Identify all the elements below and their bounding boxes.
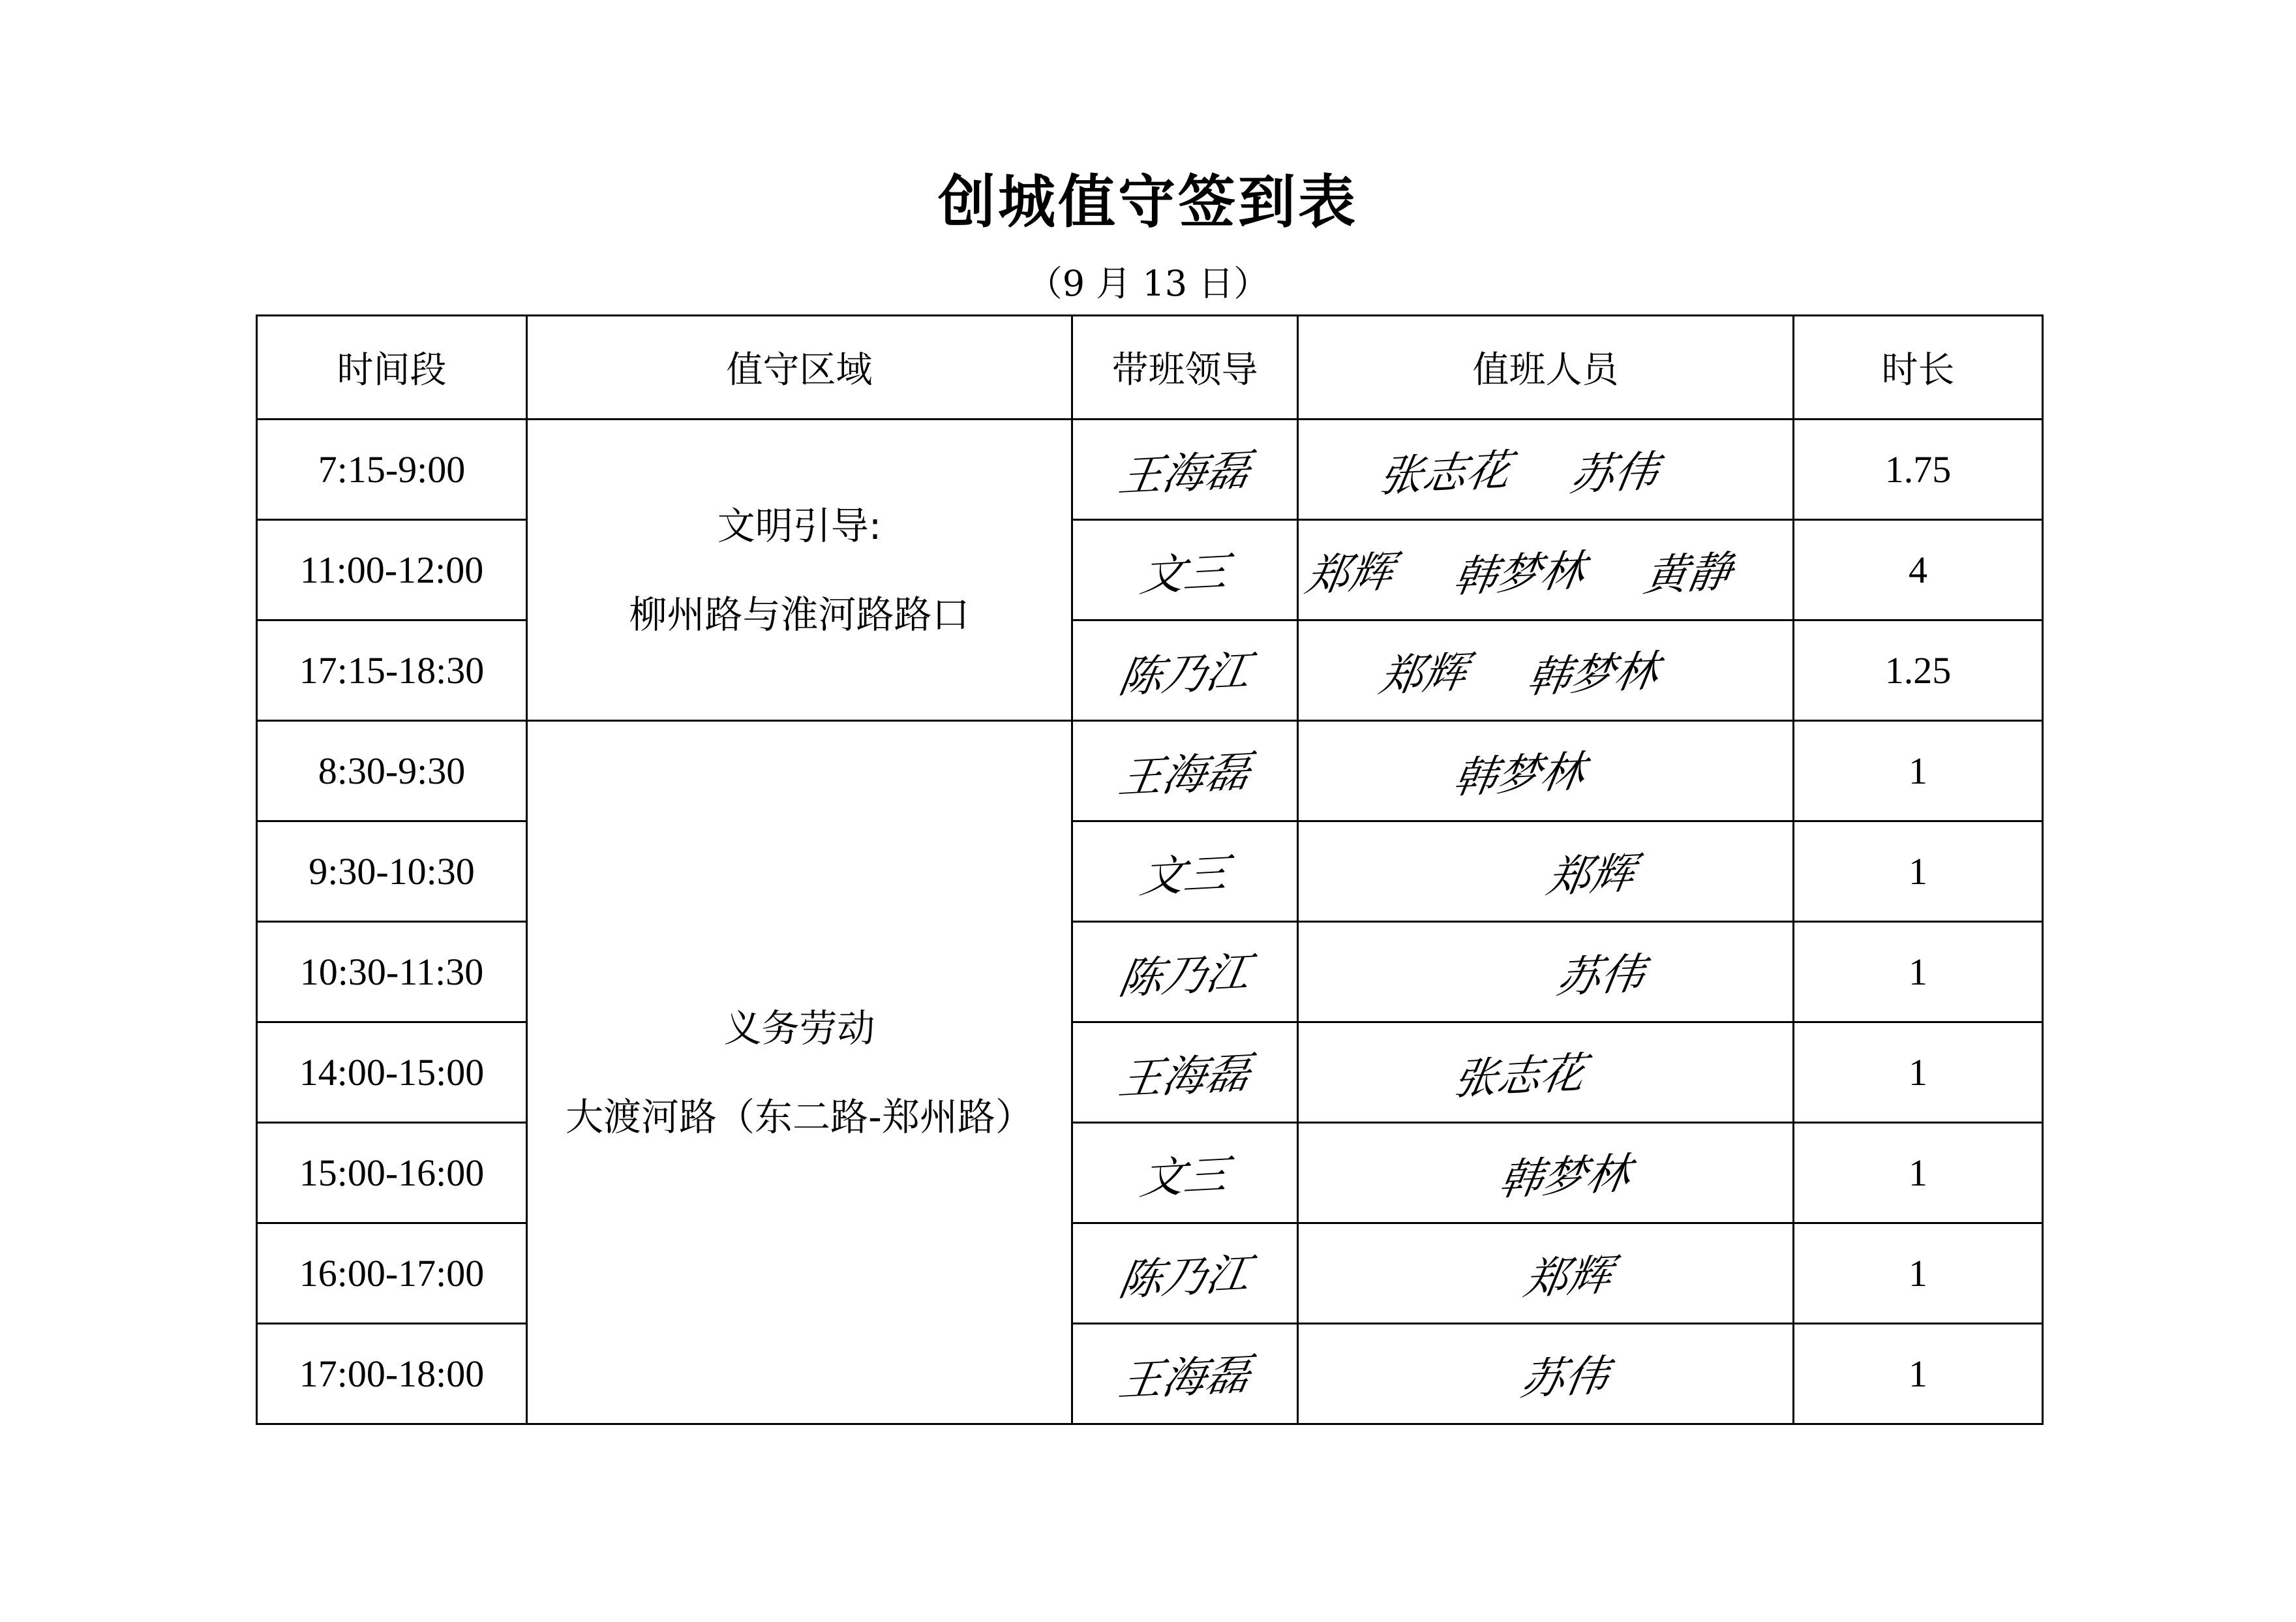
handwritten-signature: 苏伟	[1517, 1350, 1612, 1405]
time-cell: 14:00-15:00	[257, 1022, 527, 1123]
handwritten-signature: 王海磊	[1115, 1349, 1254, 1407]
leader-signature	[1072, 1022, 1298, 1123]
area-cell-labor	[527, 721, 1072, 1424]
hours-cell: 1	[1794, 1022, 2043, 1123]
hours-cell: 1.75	[1794, 420, 2043, 520]
staff-signatures	[1298, 1223, 1794, 1324]
table-row	[257, 420, 2043, 520]
leader-signature	[1072, 1223, 1298, 1324]
handwritten-signature: 韩梦林	[1523, 645, 1662, 703]
table-row	[257, 721, 2043, 821]
hours-cell: 1.25	[1794, 620, 2043, 721]
hours-cell: 1	[1794, 721, 2043, 821]
handwritten-signature: 韩梦林	[1449, 545, 1588, 603]
header-hours: 时长	[1794, 316, 2043, 420]
area-location: 大渡河路（东二路-郑州路）	[566, 1094, 1033, 1139]
handwritten-signature: 陈乃江	[1115, 947, 1254, 1005]
handwritten-signature: 郑辉	[1376, 647, 1472, 702]
table-row	[257, 1022, 2043, 1123]
table-row	[257, 821, 2043, 922]
time-cell: 7:15-9:00	[257, 420, 527, 520]
staff-signatures	[1298, 922, 1794, 1022]
hours-cell: 1	[1794, 1223, 2043, 1324]
table-row	[257, 1223, 2043, 1324]
handwritten-signature: 文三	[1136, 1149, 1232, 1204]
hours-cell: 4	[1794, 520, 2043, 620]
handwritten-signature: 陈乃江	[1115, 1248, 1254, 1306]
header-time: 时间段	[257, 316, 527, 420]
duty-signin-table	[256, 314, 2044, 1425]
leader-signature	[1072, 620, 1298, 721]
header-staff: 值班人员	[1298, 316, 1794, 420]
hours-cell: 1	[1794, 821, 2043, 922]
date-subtitle: （9 月 13 日）	[1027, 263, 1269, 304]
leader-signature	[1072, 1324, 1298, 1424]
header-area: 值守区域	[527, 316, 1072, 420]
time-cell: 16:00-17:00	[257, 1223, 527, 1324]
handwritten-signature: 韩梦林	[1495, 1148, 1634, 1206]
handwritten-signature: 韩梦林	[1449, 746, 1588, 804]
handwritten-signature: 王海磊	[1115, 746, 1254, 804]
time-cell: 17:15-18:30	[257, 620, 527, 721]
time-cell: 8:30-9:30	[257, 721, 527, 821]
staff-signatures	[1298, 1022, 1794, 1123]
handwritten-signature: 文三	[1136, 848, 1232, 903]
time-cell: 11:00-12:00	[257, 520, 527, 620]
table-row	[257, 1324, 2043, 1424]
staff-signatures	[1298, 821, 1794, 922]
area-title: 义务劳动	[723, 1005, 875, 1050]
table-header-row	[257, 316, 2043, 420]
hours-cell: 1	[1794, 1324, 2043, 1424]
staff-signatures	[1298, 1324, 1794, 1424]
leader-signature	[1072, 821, 1298, 922]
time-cell: 9:30-10:30	[257, 821, 527, 922]
area-cell-guidance	[527, 420, 1072, 721]
handwritten-signature: 陈乃江	[1115, 645, 1254, 703]
handwritten-signature: 王海磊	[1115, 1047, 1254, 1105]
handwritten-signature: 文三	[1136, 546, 1232, 602]
staff-signatures	[1298, 721, 1794, 821]
handwritten-signature: 郑辉	[1543, 848, 1639, 903]
table-row	[257, 922, 2043, 1022]
staff-signatures	[1298, 520, 1794, 620]
leader-signature	[1072, 922, 1298, 1022]
handwritten-signature: 苏伟	[1566, 446, 1662, 501]
leader-signature	[1072, 721, 1298, 821]
handwritten-signature: 苏伟	[1552, 948, 1648, 1003]
page-title: 创城值守签到表	[937, 168, 1358, 236]
leader-signature	[1072, 1123, 1298, 1223]
time-cell: 15:00-16:00	[257, 1123, 527, 1223]
hours-cell: 1	[1794, 922, 2043, 1022]
handwritten-signature: 黄静	[1640, 546, 1736, 602]
header-leader: 带班领导	[1072, 316, 1298, 420]
time-cell: 10:30-11:30	[257, 922, 527, 1022]
staff-signatures	[1298, 420, 1794, 520]
handwritten-signature: 郑辉	[1302, 546, 1397, 602]
leader-signature	[1072, 520, 1298, 620]
table-row	[257, 1123, 2043, 1223]
hours-cell: 1	[1794, 1123, 2043, 1223]
area-location: 柳州路与淮河路路口	[629, 592, 970, 637]
handwritten-signature: 郑辉	[1520, 1249, 1616, 1305]
table-row	[257, 620, 2043, 721]
area-title: 文明引导:	[717, 503, 882, 548]
staff-signatures	[1298, 1123, 1794, 1223]
leader-signature	[1072, 420, 1298, 520]
handwritten-signature: 张志花	[1449, 1047, 1588, 1105]
staff-signatures	[1298, 620, 1794, 721]
time-cell: 17:00-18:00	[257, 1324, 527, 1424]
table-row	[257, 520, 2043, 620]
handwritten-signature: 张志花	[1376, 444, 1515, 502]
handwritten-signature: 王海磊	[1115, 444, 1254, 502]
